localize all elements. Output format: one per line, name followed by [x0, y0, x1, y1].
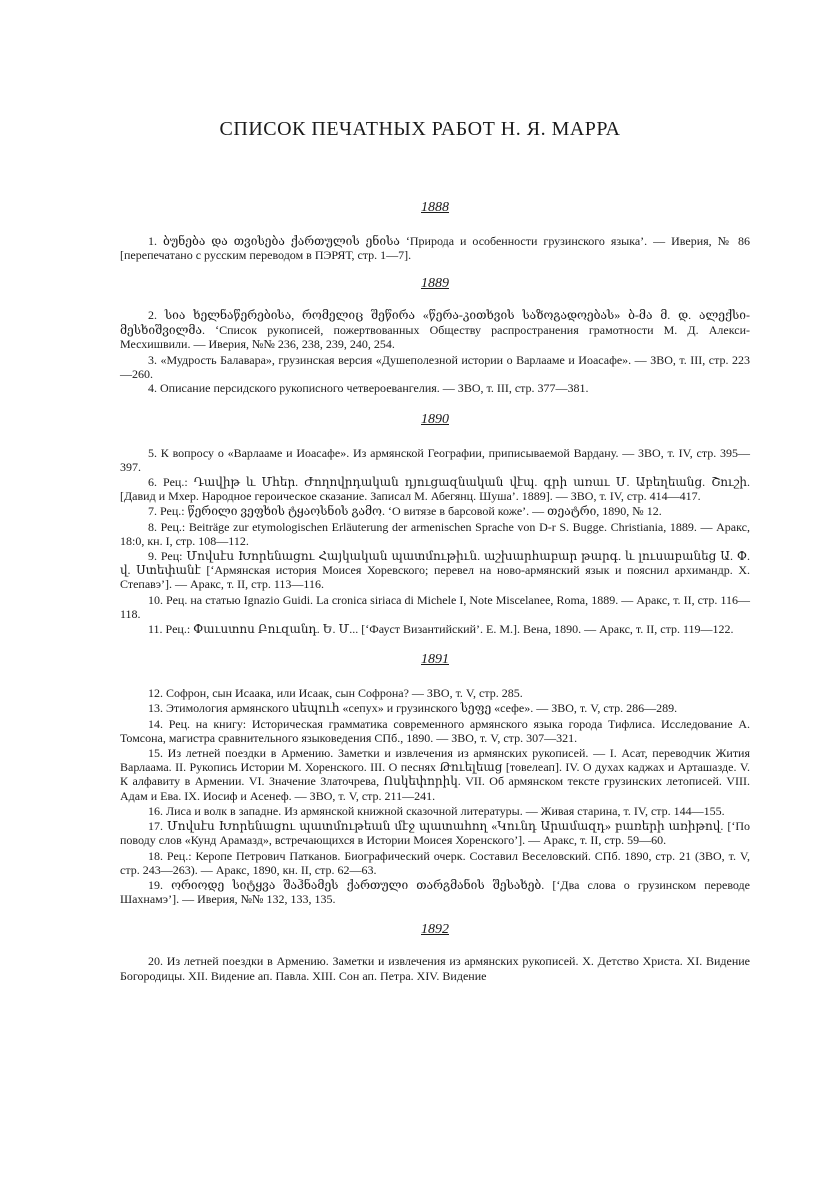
bibliography-entry: 20. Из летней поездки в Армению. Заметки и извлечения из армянских рукописей. X. Детство Христа. XI. Видение Богородицы. XII. Видение ап. Павла. XIII. Сон ап. Петра. XIV. Видение [120, 954, 750, 983]
bibliography-entry: 12. Софрон, сын Исаака, или Исаак, сын Софрона? — ЗВО, т. V, стр. 285. [148, 686, 523, 701]
bibliography-entry: 9. Рец: Մովսէս Խորենացու Հայկական պատմութիւն. աշխարհաբար թարգ. և լուսաբանեց Ա. Փ. վ. Ստեփանէ [‘Армянская история Моисея Хоревского; перевел на ново-армянский язык и пояснил архимандр. Х. Степавэ’]. — Аракс, т. II, стр. 113—116. [120, 549, 750, 592]
page-title: СПИСОК ПЕЧАТНЫХ РАБОТ Н. Я. МАРРА [219, 118, 621, 140]
bibliography-entry: 5. К вопросу о «Варлааме и Иоасафе». Из армянской Географии, приписываемой Вардану. — ЗВО, т. IV, стр. 395—397. [120, 445, 750, 474]
bibliography-entry: 17. Մովսէս Խորենացու պատմութեան մէջ պատահող «Կունդ Արամազդ» բառերի առիթով. [‘По поводу слов «Кунд Арамазд», встречающихся в Истории Моисея Хоренского’]. — Аракс, т. II, стр. 59—60. [120, 819, 750, 848]
bibliography-entry: 1. ბუნება და თვისება ქართულის ენისა ‘Природа и особенности грузинского языка’. — Иверия, № 86 [перепечатано с русским переводом в ПЭРЯТ, стр. 1—7]. [120, 234, 750, 263]
bibliography-entry: 6. Рец.: Դավիթ և Մհեր. Ժողովրդական դյուցազնական վէպ. գրի առաւ Մ. Աբեղեանց. Շուշի. [Давид и Мхер. Народное героическое сказание. Записал М. Абегянц. Шуша’. 1889]. — ЗВО, т. IV, стр. 414—417. [120, 475, 750, 504]
year-heading: 1892 [421, 922, 449, 938]
bibliography-entry: 13. Этимология армянского սեպուհ «сепух» и грузинского სეფე «сефе». — ЗВО, т. V, стр. 286—289. [148, 701, 678, 716]
year-section [120, 276, 750, 395]
year-heading: 1891 [421, 652, 449, 668]
year-heading: 1890 [421, 411, 449, 427]
bibliography-entry: 19. ორიოდე სიტყვა შაჰნამეს ქართული თარგმანის შესახებ. [‘Два слова о грузинском переводе Шахнамэ’]. — Иверия, №№ 132, 133, 135. [120, 877, 750, 907]
year-section [120, 412, 750, 637]
bibliography-entry: 8. Рец.: Beiträge zur etymologischen Erläuterung der armenischen Sprache von D-r S. Bugge. Christiania, 1889. — Аракс, 18:0, кн. I, стр. 108—112. [120, 519, 750, 548]
year-heading: 1888 [421, 200, 449, 215]
bibliography-entry: 10. Рец. на статью Ignazio Guidi. La cronica siriaca di Michele I, Note Miscelanee, Roma, 1889. — Аракс, т. II, стр. 116—118. [120, 592, 750, 621]
year-section [120, 652, 750, 906]
bibliography-entry: 7. Рец.: წერილი ვეფხის ტყაოსნის გამო. ‘О витязе в барсовой коже’. — თეატრი, 1890, № 12. [148, 504, 662, 519]
bibliography-list [120, 200, 750, 983]
bibliography-entry: 18. Рец.: Керопе Петрович Патканов. Биографический очерк. Составил Веселовский. СПб. 1890, стр. 21 (ЗВО, т. V, стр. 243—263). — Аракс, 1890, кн. II, стр. 62—63. [120, 848, 750, 877]
bibliography-entry: 15. Из летней поездки в Армению. Заметки и извлечения из армянских рукописей. — I. Асат, переводчик Жития Варлаама. II. Рукопись Истории М. Хоренского. III. О песнях Թուելեաց [товелеап]. IV. О духах каджах и Арташазде. V. К алфавиту в Армении. VI. Значение Златочрева, Ոսկեփորիկ. VII. Об армянском тексте грузинских летописей. VIII. Адам и Ева. IX. Иосиф и Асенеф. — ЗВО, т. V, стр. 211—241. [120, 746, 750, 803]
bibliography-entry: 2. სია ხელნაწერებისა, რომელიც შეწირა «წერა-კითხვის საზოგადოებას» ბ-მა მ. დ. ალექსი-მესხიშვილმა. ‘Список рукописей, пожертвованных Обществу распространения грамотности М. Д. Алекси-Месхишвили. — Иверия, №№ 236, 238, 239, 240, 254. [120, 308, 750, 351]
year-section [120, 922, 750, 982]
year-heading: 1889 [421, 276, 449, 292]
bibliography-entry: 11. Рец.: Փաւստոս Բուզանդ. Ե. Մ... [‘Фауст Византийский’. Е. М.]. Вена, 1890. — Аракс, т. II, стр. 119—122. [148, 622, 734, 637]
year-section [120, 200, 750, 262]
bibliography-entry: 16. Лиса и волк в западне. Из армянской книжной сказочной литературы. — Живая старина, т. IV, стр. 144—155. [148, 803, 725, 818]
bibliography-entry: 4. Описание персидского рукописного четвероевангелия. — ЗВО, т. III, стр. 377—381. [148, 381, 589, 396]
bibliography-entry: 3. «Мудрость Балавара», грузинская версия «Душеполезной истории о Варлааме и Иоасафе». — ЗВО, т. III, стр. 223—260. [120, 353, 750, 382]
bibliography-entry: 14. Рец. на книгу: Историческая грамматика современного армянского языка города Тифлиса. Исследование А. Томсона, магистра сравнительного языковедения СПб., 1890. — ЗВО, т. V, стр. 307—321. [120, 716, 750, 745]
